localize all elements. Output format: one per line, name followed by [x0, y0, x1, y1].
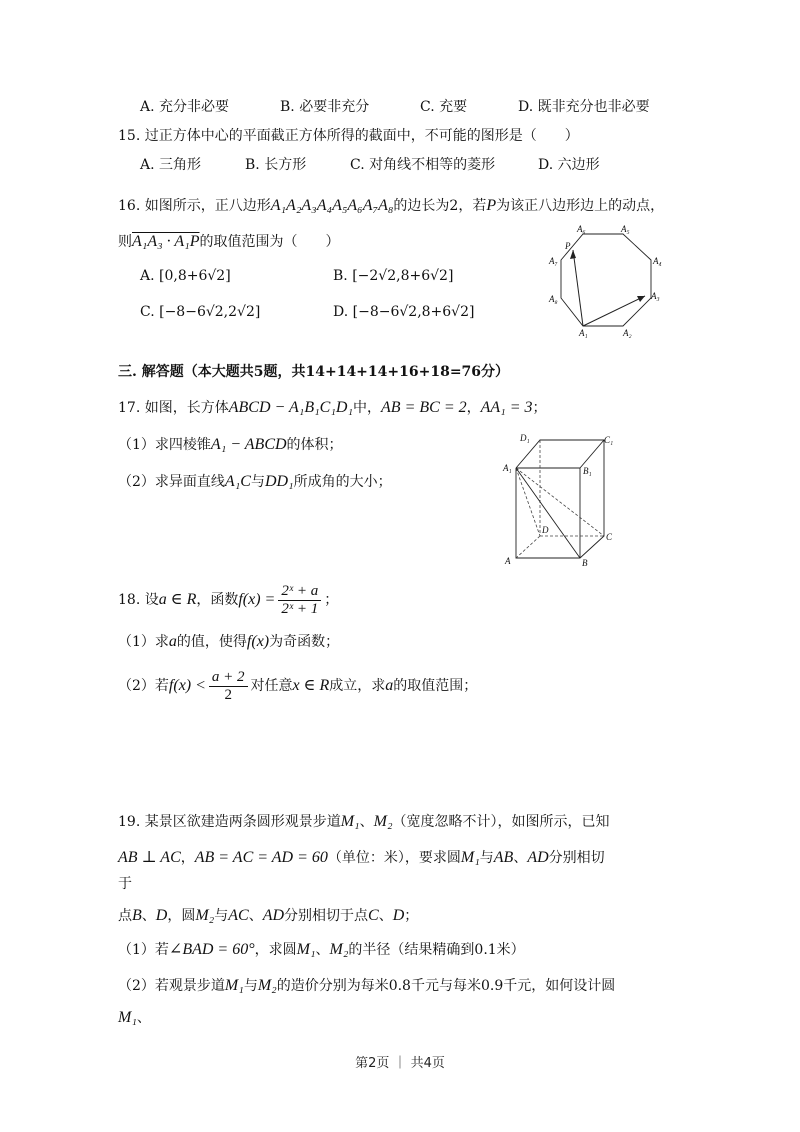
q18-part2: （2）若f(x) < $\frac{a + 2}{2}$ 对任意x ∈ R成立，求a的取值范围；	[118, 668, 478, 703]
vertex-label-a1: A₁	[503, 463, 512, 473]
q16-option-d: D. [−8−6√2,8+6√2]	[333, 304, 475, 320]
q19-line4: 点B、D，圆M₂与AC、AD分别相切于点C、D；	[118, 907, 419, 924]
q19-part1: （1）若∠BAD = 60°，求圆M₁、M₂的半径（结果精确到0.1米）	[118, 941, 525, 958]
q15-options	[140, 155, 600, 175]
vertex-label-c1: C₁	[604, 435, 614, 445]
q15-option-a: A. 三角形	[140, 157, 202, 173]
vertex-label-a6: A₆	[577, 224, 586, 234]
vertex-label-d: D	[542, 525, 549, 535]
vertex-label-d1: D₁	[520, 433, 530, 443]
q17-stem: 17. 如图，长方体ABCD − A₁B₁C₁D₁中，AB = BC = 2，AA₁ = 3；	[118, 399, 547, 416]
vertex-label-a4: A₄	[653, 256, 662, 266]
vertex-label-a8: A₈	[549, 294, 558, 304]
vertex-label-a1: A₁	[579, 328, 588, 338]
q16-option-a: A. [0,8+6√2]	[140, 268, 231, 284]
q19-part2: （2）若观景步道M₁与M₂的造价分别为每米0.8千元与每米0.9千元，如何设计圆	[118, 977, 616, 994]
q14-option-c: C. 充要	[420, 99, 468, 115]
octagon-figure	[545, 222, 675, 340]
q15-option-b: B. 长方形	[245, 157, 307, 173]
q17-part1: （1）求四棱锥A₁ − ABCD的体积；	[118, 436, 343, 453]
section-heading: 三. 解答题（本大题共5题，共14+14+14+16+18=76分）	[118, 364, 510, 380]
q17-part2: （2）求异面直线A₁C与DD₁所成角的大小；	[118, 473, 392, 490]
inequality-fraction: $\frac{a + 2}{2}$	[209, 669, 248, 704]
q15-option-d: D. 六边形	[538, 157, 600, 173]
q16-stem-line2: 则A₁A₃ · A₁P的取值范围为（ ）	[118, 233, 340, 250]
q14-option-a: A. 充分非必要	[140, 99, 230, 115]
q14-option-b: B. 必要非充分	[280, 99, 370, 115]
q19-line1: 19. 某景区欲建造两条圆形观景步道M₁、M₂（宽度忽略不计），如图所示，已知	[118, 813, 610, 830]
q16-stem: 16. 如图所示，正八边形A₁A₂A₃A₄A₅A₆A₇A₈的边长为2，若P为该正八边形边上的动点，	[118, 197, 665, 214]
vertex-label-c: C	[606, 532, 613, 542]
q16-option-b: B. [−2√2,8+6√2]	[333, 268, 454, 284]
vertex-label-a7: A₇	[549, 256, 558, 266]
q18-part1: （1）求a的值，使得f(x)为奇函数；	[118, 633, 340, 650]
page-footer: 第2页 ｜ 共4页	[355, 1056, 445, 1071]
q14-option-d: D. 既非充分也非必要	[518, 99, 650, 115]
q19-line2: AB ⊥ AC，AB = AC = AD = 60（单位：米），要求圆M₁与AB、AD分别相切	[118, 849, 605, 866]
vertex-label-b1: B₁	[583, 466, 592, 476]
q15-option-c: C. 对角线不相等的菱形	[350, 157, 496, 173]
vertex-label-p: P	[565, 241, 571, 251]
vertex-label-a3: A₃	[651, 291, 660, 301]
vertex-label-a5: A₅	[621, 224, 630, 234]
vertex-label-a: A	[505, 556, 511, 566]
q18-stem: 18. 设a ∈ R，函数f(x) = $\frac{\text{2ˣ + a}}{\text{2ˣ + 1}}$ ；	[118, 582, 339, 617]
vertex-label-a2: A₂	[623, 328, 632, 338]
q16-option-c: C. [−8−6√2,2√2]	[140, 304, 261, 320]
vertex-label-b: B	[582, 558, 588, 568]
q14-options	[140, 97, 650, 117]
q15-stem: 15. 过正方体中心的平面截正方体所得的截面中，不可能的图形是（ ）	[118, 128, 579, 144]
octagon-label: A₁A₂A₃A₄A₅A₆A₇A₈	[270, 197, 394, 214]
function-fraction: $\frac{\text{2ˣ + a}}{\text{2ˣ + 1}}$	[278, 583, 321, 618]
dot-product-expression: A₁A₃ · A₁P	[132, 233, 200, 250]
q19-line3: 于	[118, 876, 132, 892]
cuboid-figure	[500, 432, 620, 572]
q19-line-last: M₁、	[118, 1009, 151, 1026]
